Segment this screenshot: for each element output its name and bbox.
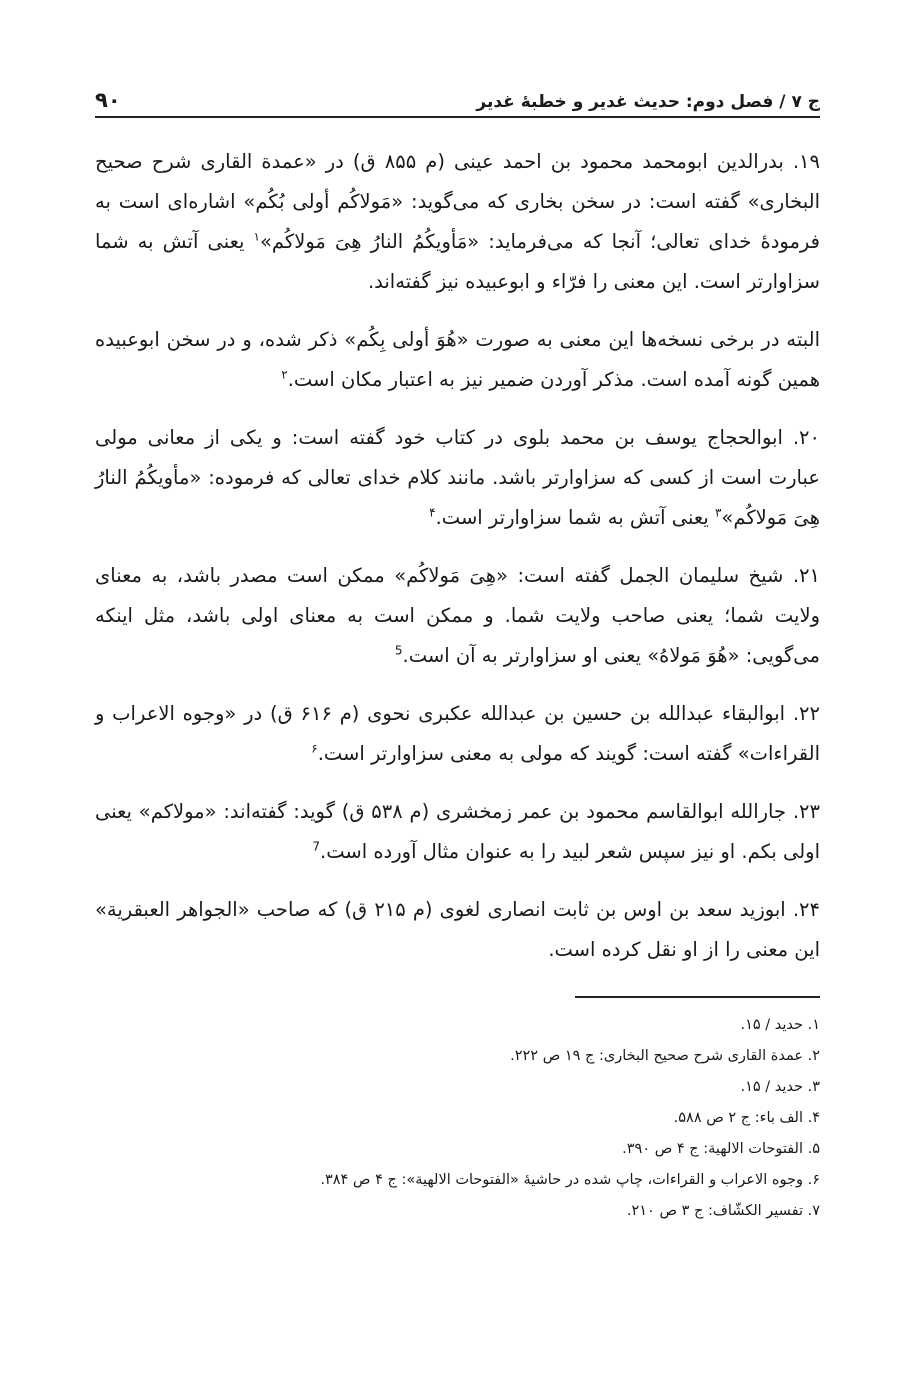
- paragraph-23: [95, 792, 820, 872]
- footnote-6: ۶. وجوه الاعراب و القراءات، چاپ شده در حاشیهٔ «الفتوحات الالهیة»: ج ۴ ص ۳۸۴.: [320, 1172, 820, 1188]
- paragraph-20: [95, 418, 820, 538]
- footnote-ref-7[interactable]: 7: [312, 839, 321, 854]
- book-page: [95, 70, 820, 1227]
- main-text: [95, 142, 820, 970]
- paragraph-22: [95, 694, 820, 774]
- paragraph-19: [95, 142, 820, 302]
- paragraph-text: ۲۳. جارالله ابوالقاسم محمود بن عمر زمخشری (م ۵۳۸ ق) گوید: گفته‌اند: «مولاکم» یعنی اولی بکم. او نیز سپس شعر لبید را به عنوان مثال آورده است.: [95, 800, 820, 863]
- page-number: ۹۰: [95, 88, 121, 112]
- paragraph-text: ۲۴. ابوزید سعد بن اوس بن ثابت انصاری لغوی (م ۲۱۵ ق) که صاحب «الجواهر العبقریة» این معنی را از او نقل کرده است.: [95, 898, 820, 961]
- footnote-ref-1[interactable]: ۱: [253, 229, 260, 244]
- footnote-ref-3[interactable]: ۳: [714, 505, 722, 520]
- paragraph-text: ۱۹. بدرالدین ابومحمد محمود بن احمد عینی (م ۸۵۵ ق) در «عمدة القاری شرح صحیح البخاری» گفته است: در سخن بخاری که می‌گوید: «مَولاکُم أولی بُکُم» اشاره‌ای است به فرمودهٔ خدای تعالی؛ آنجا که می‌فرماید: «مَأویکُمُ النارُ هِیَ مَولاکُم»: [95, 150, 820, 253]
- footnote-1: ۱. حدید / ۱۵.: [740, 1017, 820, 1033]
- paragraph-text-cont: یعنی آتش به شما سزاوارتر است. این معنی را فرّاء و ابوعبیده نیز گفته‌اند.: [95, 230, 820, 293]
- footnote-2: ۲. عمدة القاری شرح صحیح البخاری: ج ۱۹ ص ۲۲۲.: [510, 1048, 820, 1064]
- footnotes-list: [95, 1010, 820, 1227]
- footnote-ref-4[interactable]: ۴: [429, 505, 436, 520]
- footnote-3: ۳. حدید / ۱۵.: [740, 1079, 820, 1095]
- paragraph-note: [95, 320, 820, 400]
- paragraph-text-cont: یعنی آتش به شما سزاوارتر است.: [435, 506, 715, 529]
- footnote-7: ۷. تفسیر الکشّاف: ج ۳ ص ۲۱۰.: [626, 1203, 820, 1219]
- page-header: [95, 70, 820, 118]
- paragraph-text: ۲۱. شیخ سلیمان الجمل گفته است: «هِیَ مَولاکُم» ممکن است مصدر باشد، به معنای ولایت شما؛ یعنی صاحب ولایت شما. و ممکن است به معنای اولی باشد، مثل اینکه می‌گویی: «هُوَ مَولاهُ» یعنی او سزاوارتر به آن است.: [95, 564, 820, 667]
- running-title: ج ۷ / فصل دوم: حدیث غدیر و خطبهٔ غدیر: [476, 92, 820, 112]
- footnote-ref-6[interactable]: ۶: [311, 741, 318, 756]
- paragraph-text: ۲۰. ابوالحجاج یوسف بن محمد بلوی در کتاب خود گفته است: و یکی از معانی مولی عبارت است از کسی که سزاوارتر باشد. مانند کلام خدای تعالی که فرموده: «مأویکُمُ النارُ هِیَ مَولاکُم»: [95, 426, 820, 529]
- paragraph-21: [95, 556, 820, 676]
- footnote-5: ۵. الفتوحات الالهیة: ج ۴ ص ۳۹۰.: [622, 1141, 820, 1157]
- footnote-ref-2[interactable]: ۲: [281, 367, 288, 382]
- footnote-ref-5[interactable]: 5: [394, 643, 403, 658]
- footnote-divider: [575, 996, 820, 998]
- footnote-4: ۴. الف باء: ج ۲ ص ۵۸۸.: [673, 1110, 820, 1126]
- paragraph-24: [95, 890, 820, 970]
- paragraph-text: ۲۲. ابوالبقاء عبدالله بن حسین بن عبدالله عکبری نحوی (م ۶۱۶ ق) در «وجوه الاعراب و القراءات» گفته است: گویند که مولی به معنی سزاوارتر است.: [95, 702, 820, 765]
- paragraph-text: البته در برخی نسخه‌ها این معنی به صورت «هُوَ أولی بِکُم» ذکر شده، و در سخن ابوعبیده همین گونه آمده است. مذکر آوردن ضمیر نیز به اعتبار مکان است.: [95, 328, 820, 391]
